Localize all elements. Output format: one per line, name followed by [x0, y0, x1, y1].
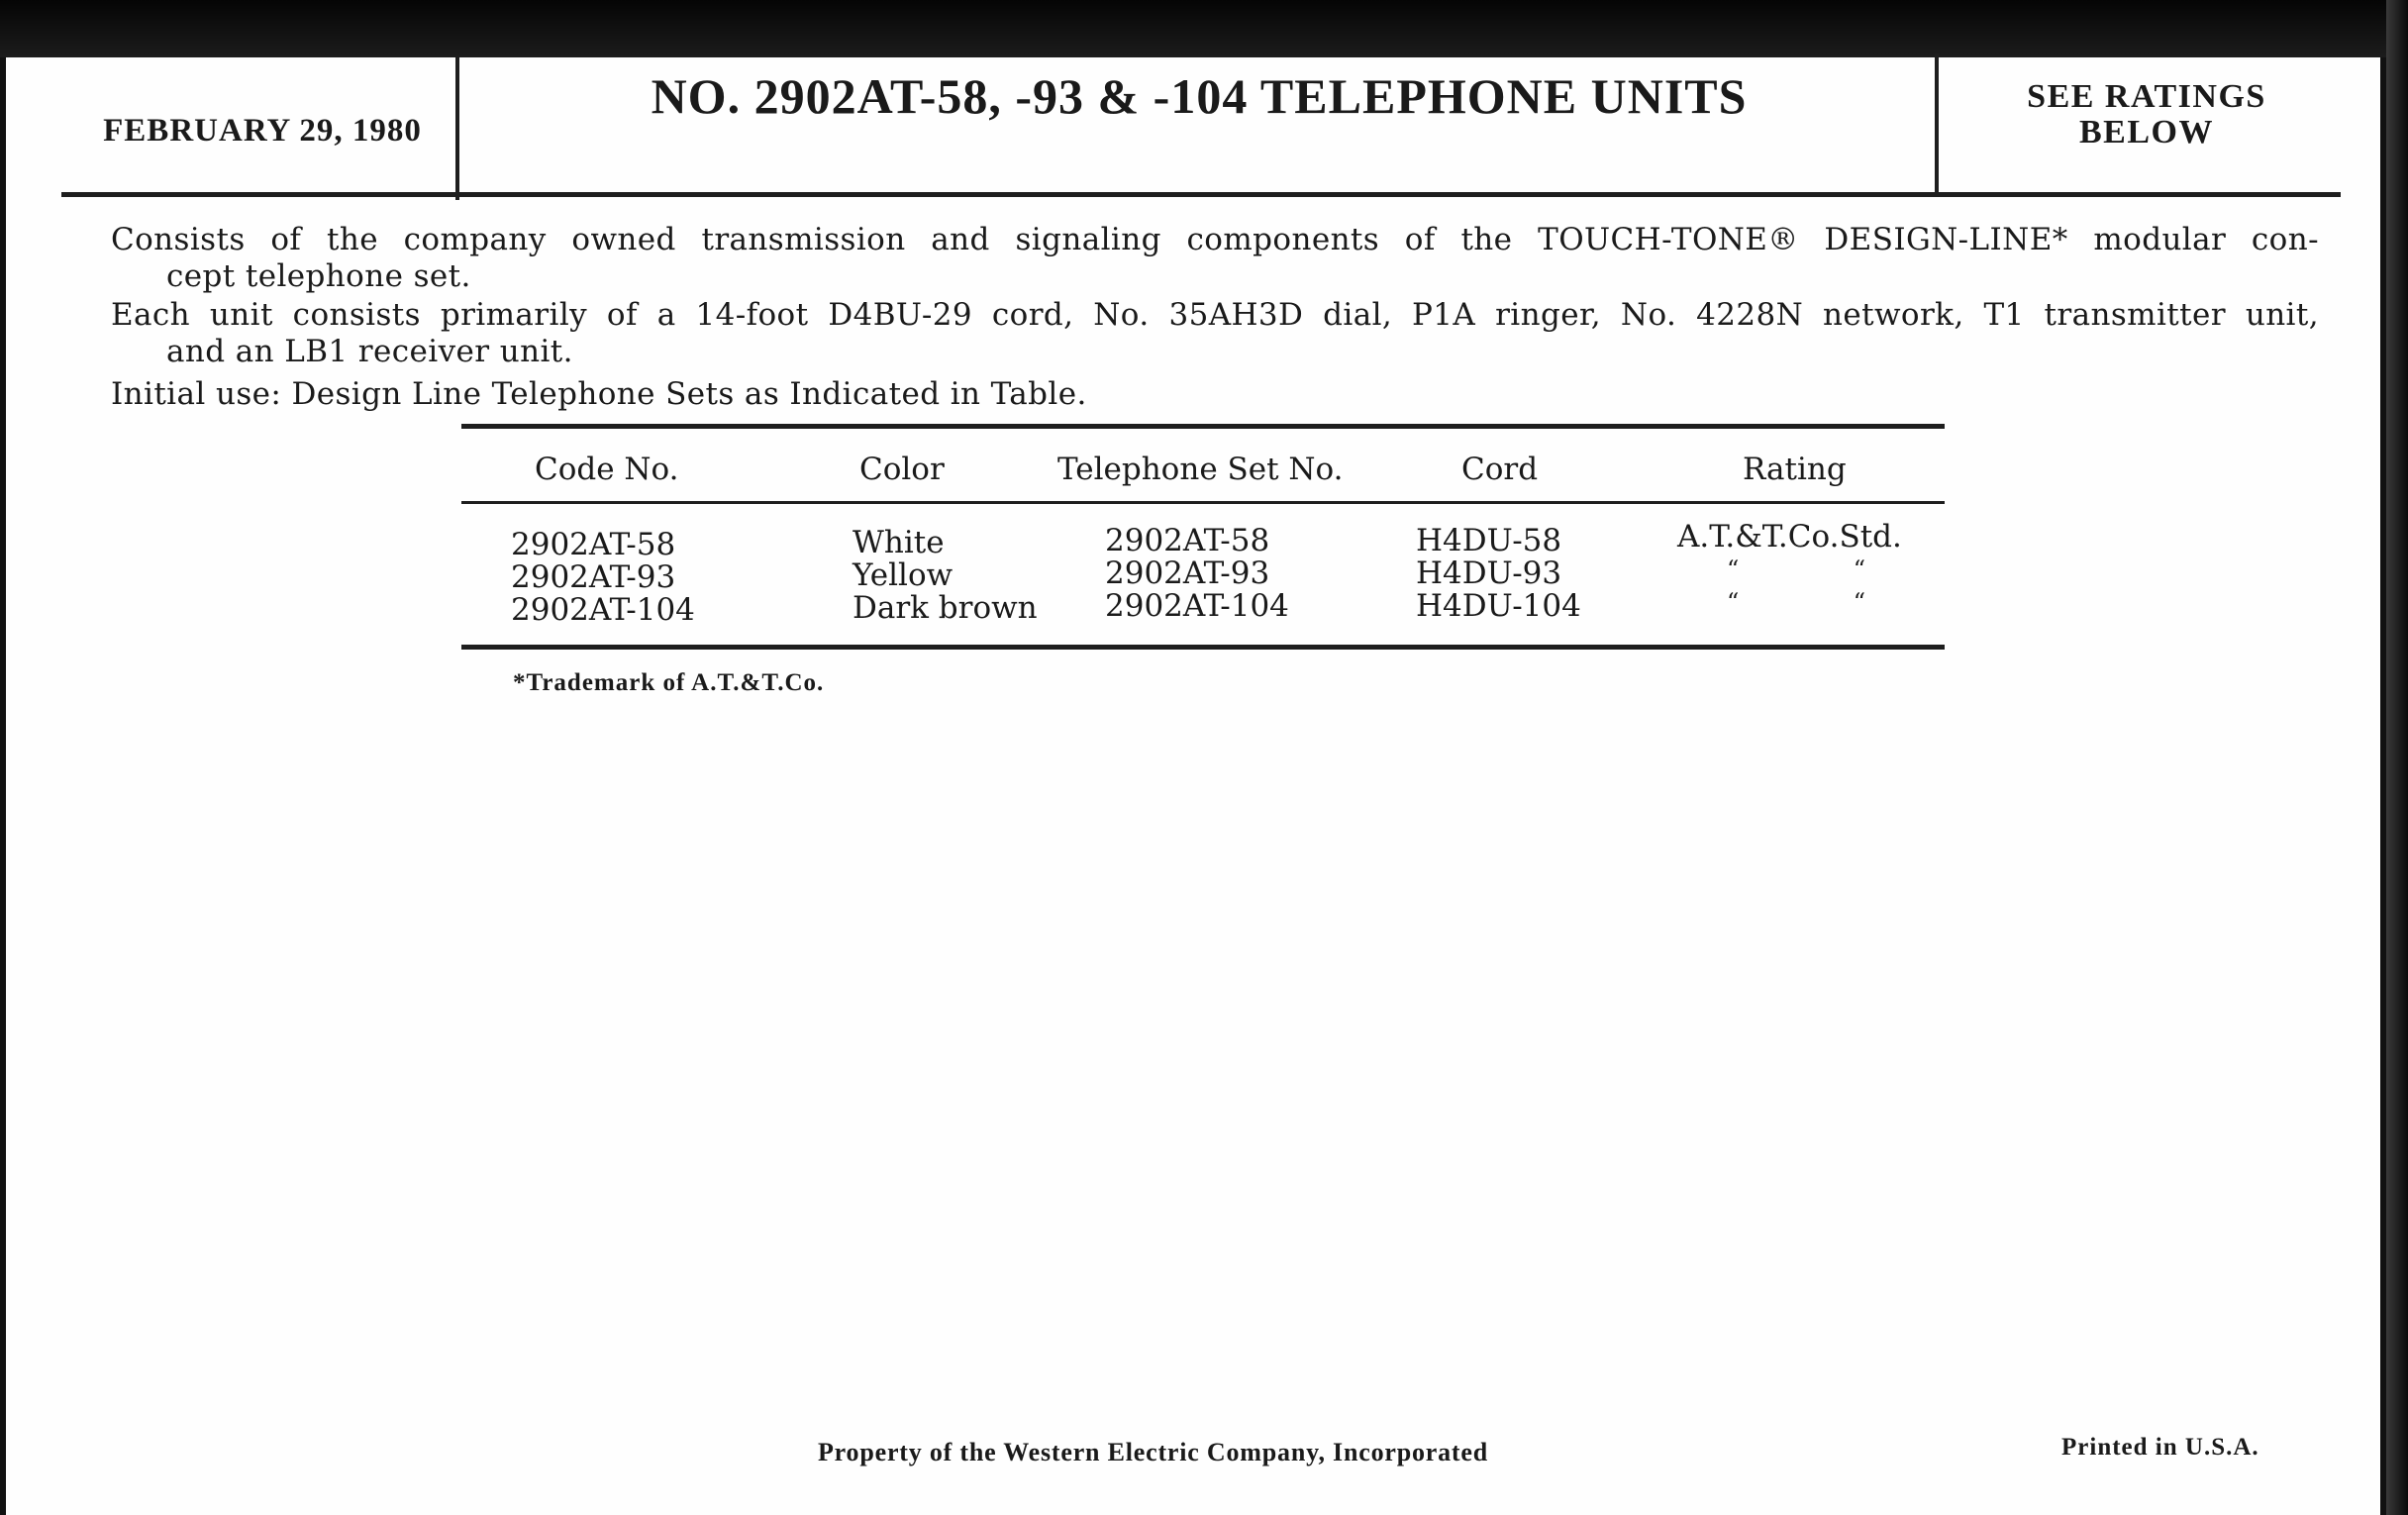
- table-rule-bottom: [461, 645, 1945, 650]
- table-rule-header: [461, 501, 1945, 504]
- table-cell: H4DU-93: [1416, 556, 1562, 591]
- paragraph-description-line1: Consists of the company owned transmission and signaling components of the TOUCH-TONE® DESIGN-LINE* modular con-: [111, 222, 2319, 257]
- table-cell: 2902AT-93: [511, 559, 676, 595]
- table-header-set: Telephone Set No.: [1057, 452, 1344, 487]
- issue-date: FEBRUARY 29, 1980: [103, 113, 422, 149]
- table-cell: White: [853, 525, 945, 560]
- paragraph-components: [111, 297, 2319, 370]
- paragraph-description-line2: cept telephone set.: [166, 258, 471, 294]
- header-divider-right: [1935, 53, 1939, 194]
- ditto-mark: “: [1727, 588, 1740, 616]
- ditto-row-2: [1727, 554, 1865, 586]
- table-cell: H4DU-104: [1416, 588, 1581, 624]
- table-cell: 2902AT-104: [1105, 588, 1289, 624]
- paragraph-description: [111, 222, 2319, 295]
- ditto-mark: “: [1853, 556, 1865, 583]
- document-card: [6, 57, 2380, 1515]
- table-cell: A.T.&T.Co.Std.: [1677, 519, 1902, 555]
- ditto-mark: “: [1853, 588, 1865, 616]
- table-cell: Yellow: [853, 557, 953, 593]
- ratings-line-2: BELOW: [2079, 114, 2214, 151]
- table-cell: 2902AT-58: [1105, 523, 1270, 558]
- ditto-row-3: [1727, 586, 1865, 619]
- scan-border-right: [2386, 0, 2408, 1515]
- table-rule-top: [461, 424, 1945, 429]
- table-column-cord: [1416, 525, 1581, 623]
- ratings-note: [1949, 79, 2345, 151]
- table-column-code: [511, 529, 695, 627]
- header-rule: [61, 192, 2341, 197]
- table-column-color: [853, 527, 1038, 625]
- property-notice: Property of the Western Electric Company, Incorporated: [818, 1438, 1488, 1466]
- table-column-rating: [1677, 521, 1902, 619]
- table-column-set: [1105, 525, 1289, 623]
- table-cell: 2902AT-58: [511, 527, 676, 562]
- ratings-line-1: SEE RATINGS: [2027, 78, 2266, 115]
- scan-border-top: [0, 0, 2408, 57]
- table-header-rating: Rating: [1743, 452, 1847, 487]
- paragraph-components-line2: and an LB1 receiver unit.: [166, 334, 573, 369]
- header-divider-left: [455, 57, 459, 200]
- printed-notice: Printed in U.S.A.: [2061, 1434, 2259, 1461]
- table-cell: H4DU-58: [1416, 523, 1562, 558]
- table-cell: Dark brown: [853, 590, 1038, 626]
- trademark-footnote: *Trademark of A.T.&T.Co.: [513, 669, 825, 696]
- table-header-code: Code No.: [535, 452, 679, 487]
- table-header-cord: Cord: [1461, 452, 1539, 487]
- paragraph-components-line1: Each unit consists primarily of a 14-foot D4BU-29 cord, No. 35AH3D dial, P1A ringer, No. 4228N network, T1 transmitter unit,: [111, 297, 2319, 333]
- paragraph-initial-use: Initial use: Design Line Telephone Sets as Indicated in Table.: [111, 376, 1087, 412]
- table-cell: 2902AT-104: [511, 592, 695, 628]
- page-title: NO. 2902AT-58, -93 & -104 TELEPHONE UNITS: [651, 68, 1748, 124]
- ditto-mark: “: [1727, 556, 1740, 583]
- table-cell: 2902AT-93: [1105, 556, 1270, 591]
- table-header-color: Color: [859, 452, 945, 487]
